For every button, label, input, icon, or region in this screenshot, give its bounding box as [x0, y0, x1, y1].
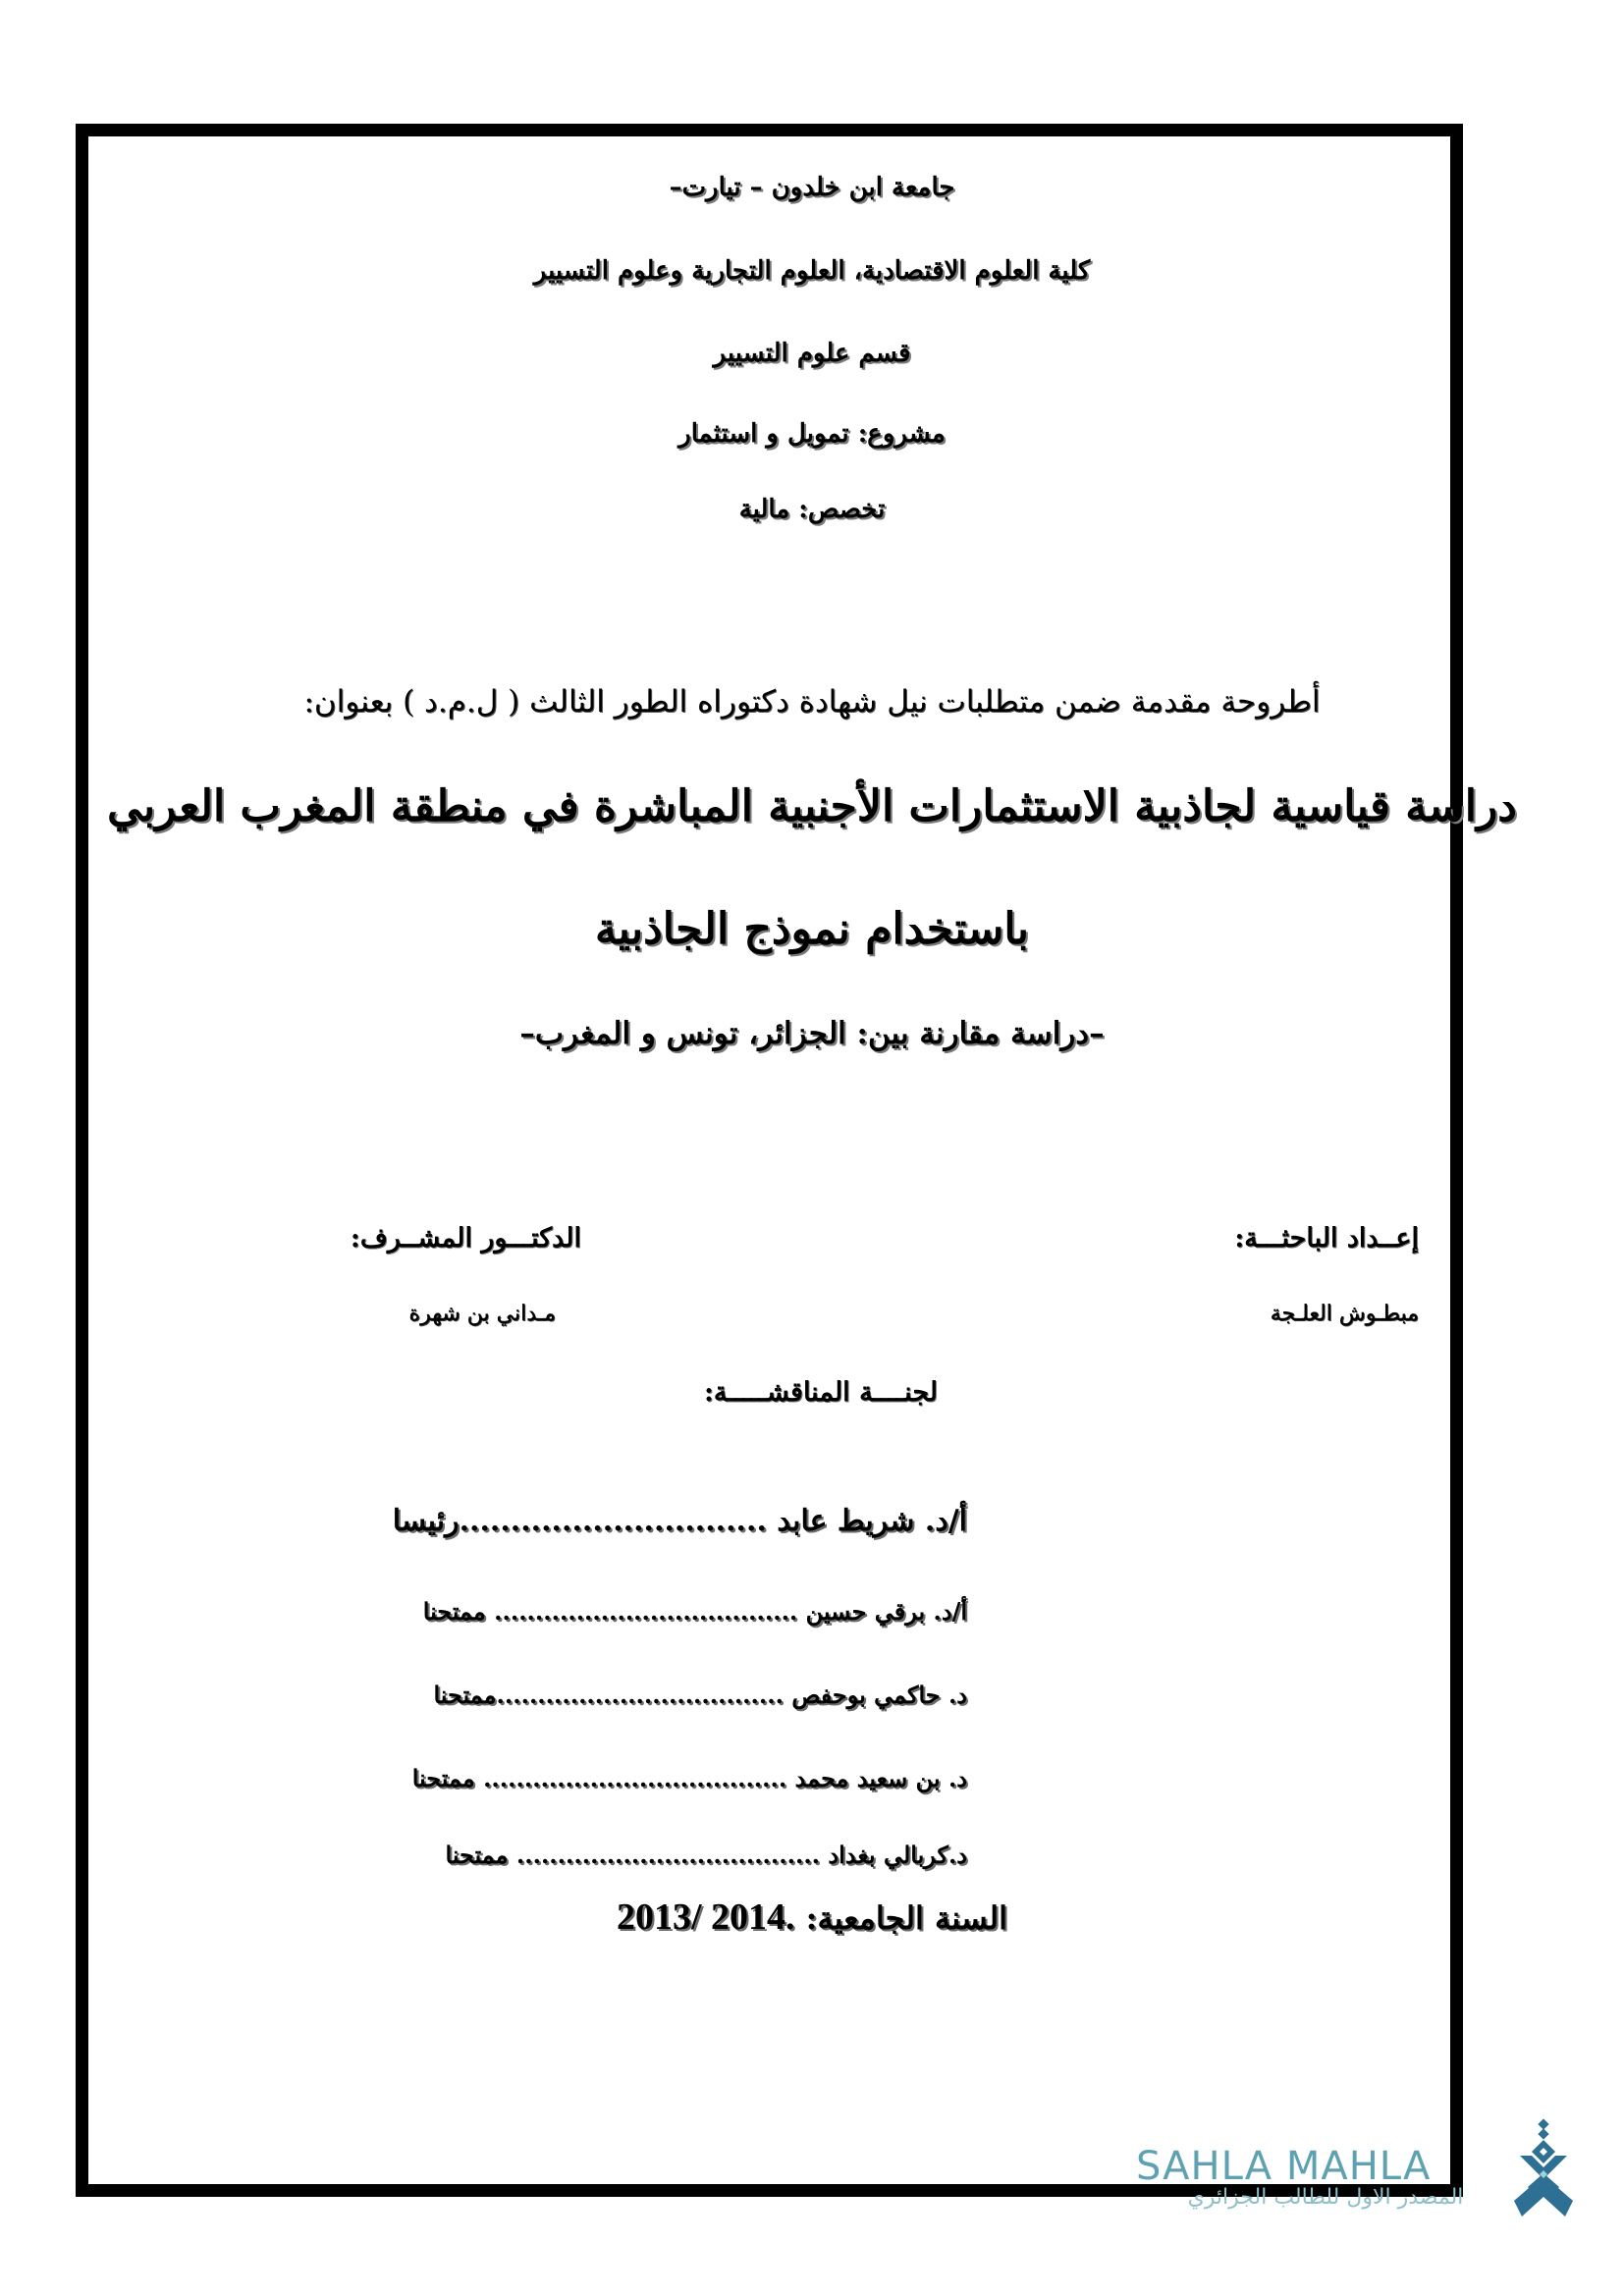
- member-name: د. حاكمي بوحفص: [783, 1681, 967, 1709]
- member-dots: .....................................: [508, 1841, 821, 1869]
- thesis-subtitle: –دراسة مقارنة بين: الجزائر، تونس و المغرب–: [519, 1016, 1105, 1051]
- watermark-tagline: المصدر الاول للطالب الجزائري: [1187, 2185, 1464, 2210]
- watermark: [1129, 2110, 1600, 2228]
- academic-year-label: السنة الجامعية:: [794, 1899, 1008, 1937]
- member-role: ممتحنا: [433, 1681, 497, 1709]
- researcher-name: مبطـوش العلـجة: [1270, 1302, 1419, 1326]
- member-name: د.كربالي بغداد: [820, 1841, 967, 1869]
- specialty-name: تخصص: مالية: [738, 495, 886, 524]
- member-dots: .....................................: [485, 1597, 798, 1626]
- department-name: قسم علوم التسيير: [713, 339, 911, 368]
- thesis-title-line-2: باستخدام نموذج الجاذبية: [595, 904, 1029, 954]
- member-name: د. بن سعيد محمد: [786, 1764, 967, 1792]
- academic-year: [0, 1898, 1624, 1936]
- member-dots: ...................................: [496, 1681, 784, 1709]
- member-role: رئيسا: [392, 1504, 460, 1538]
- member-role: ممتحنا: [445, 1841, 509, 1869]
- thesis-intro: أطروحة مقدمة ضمن متطلبات نيل شهادة دكتوراه الطور الثالث ( ل.م.د ) بعنوان:: [303, 684, 1321, 720]
- member-dots: .....................................: [474, 1764, 787, 1792]
- faculty-name: كلية العلوم الاقتصادية، العلوم التجارية وعلوم التسيير: [533, 256, 1091, 286]
- watermark-brand: SAHLA MAHLA: [1136, 2144, 1432, 2189]
- project-name: مشروع: تمويل و استثمار: [678, 419, 946, 449]
- supervisor-name: مـداني بن شهرة: [408, 1302, 556, 1326]
- member-role: ممتحنا: [411, 1764, 475, 1792]
- university-name: جامعة ابن خلدون – تيارت–: [669, 173, 955, 202]
- researcher-label: إعــداد الباحثـــة:: [1234, 1223, 1419, 1254]
- supervisor-label: الدكتـــور المشــرف:: [350, 1223, 581, 1254]
- thesis-title-line-1: دراسة قياسية لجاذبية الاستثمارات الأجنبية المباشرة في منطقة المغرب العربي: [107, 781, 1517, 831]
- calligraphy-logo-icon: [1510, 2118, 1579, 2220]
- member-name: أ/د. شريط عابد: [766, 1504, 967, 1538]
- member-role: ممتحنا: [422, 1597, 486, 1626]
- member-name: أ/د. برقي حسين: [797, 1597, 967, 1626]
- academic-year-value: 2013/ 2014.: [616, 1896, 795, 1938]
- committee-label: لجنــــة المناقشـــــة:: [703, 1377, 938, 1408]
- member-dots: ..............................: [459, 1504, 767, 1538]
